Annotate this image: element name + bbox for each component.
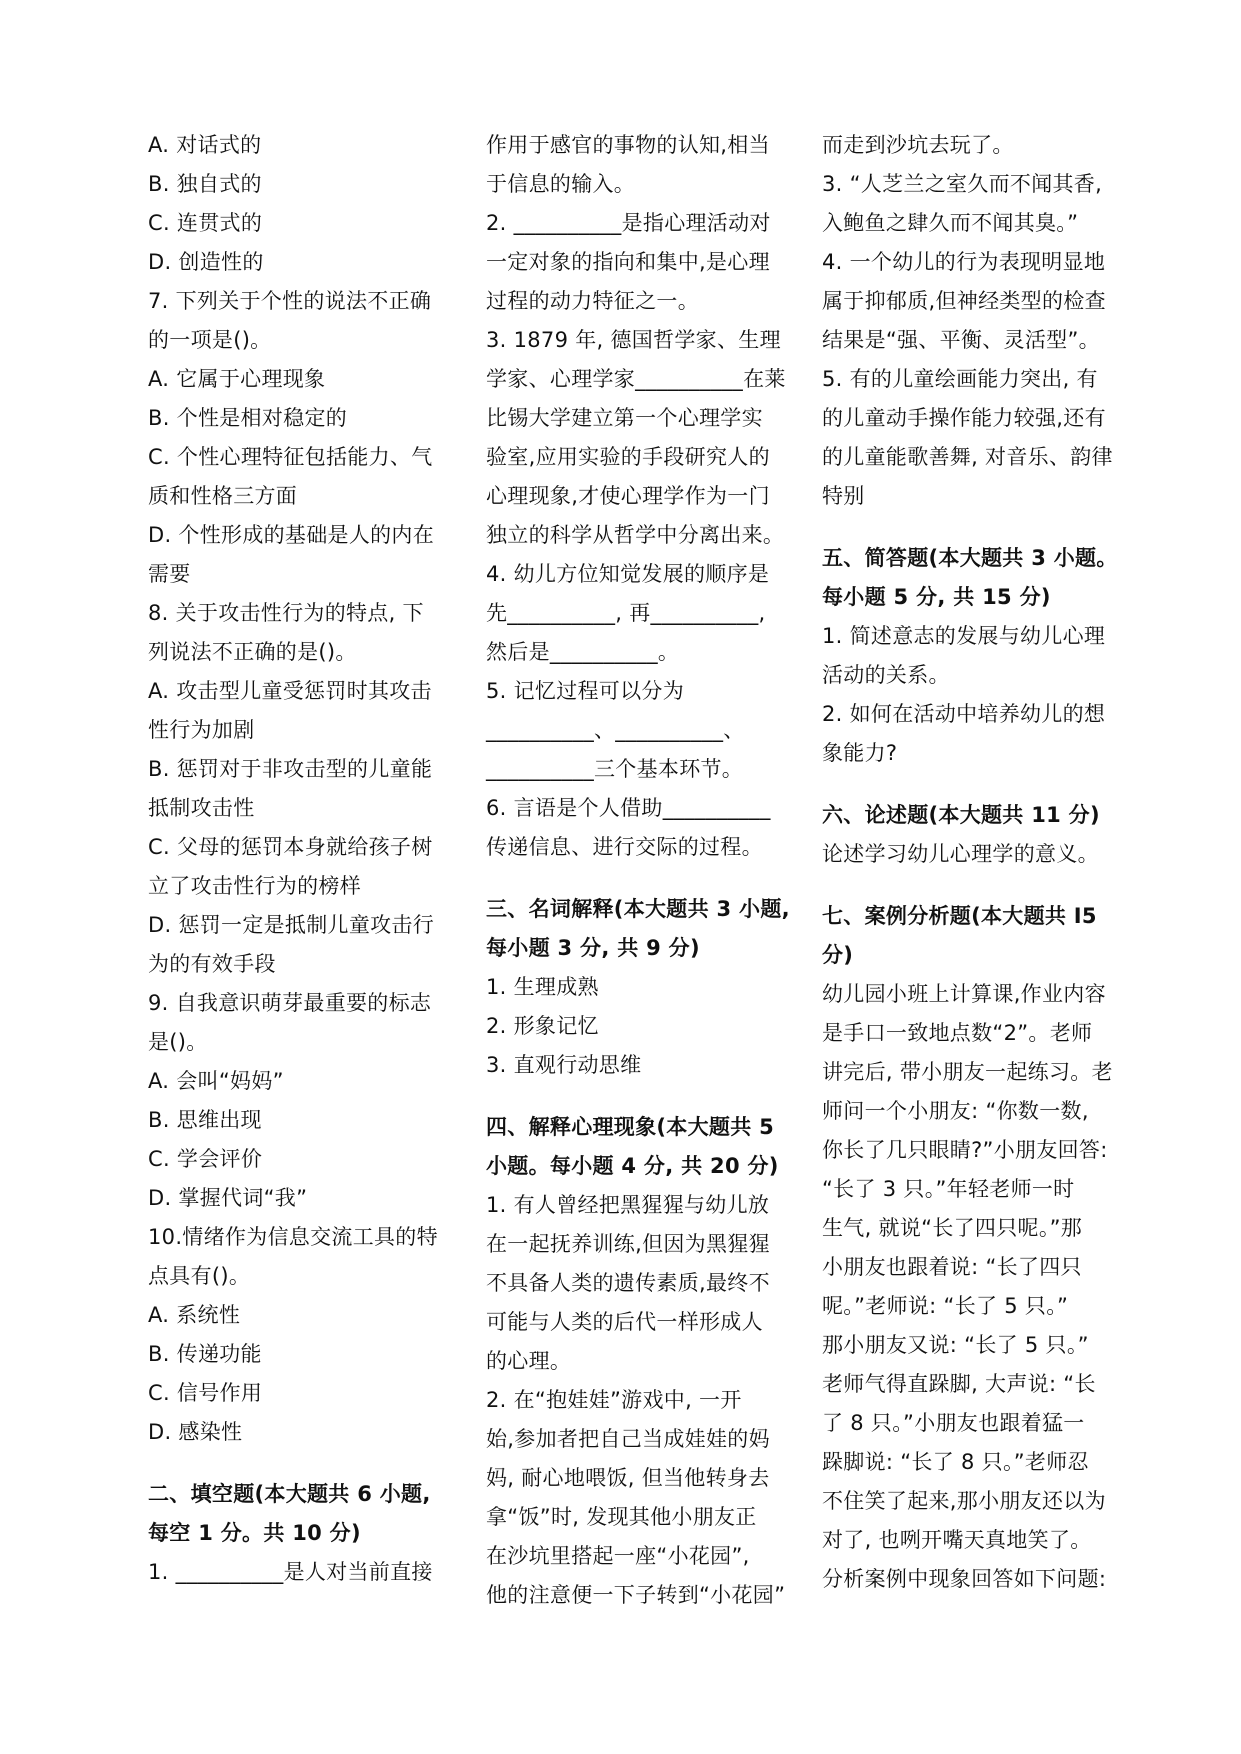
text-line: 的心理。 [486,1349,572,1373]
text-line: B. 思维出现 [148,1108,262,1132]
text-line: C. 学会评价 [148,1147,263,1171]
text-line: 结果是“强、平衡、灵活型”。 [822,328,1100,352]
section-gap [822,516,1124,539]
section-gap [822,773,1124,796]
section-heading-line: 每小题 5 分, 共 15 分) [822,585,1051,609]
text-line: 对了, 也咧开嘴天真地笑了。 [822,1528,1092,1552]
text-line: A. 会叫“妈妈” [148,1069,284,1093]
column-1 [148,126,448,1592]
text-line: 不具备人类的遗传素质,最终不 [486,1271,770,1295]
text-line: 3. 1879 年, 德国哲学家、生理 [486,328,781,352]
text-line: 幼儿园小班上计算课,作业内容 [822,982,1106,1006]
section-heading-line: 分) [822,943,854,967]
section-gap [486,1085,786,1108]
text-line: B. 独自式的 [148,172,262,196]
text-line: 先__________, 再__________, [486,601,766,625]
text-line: D. 惩罚一定是抵制儿童攻击行 [148,913,435,937]
text-line: 质和性格三方面 [148,484,298,508]
text-line: 作用于感官的事物的认知,相当 [486,133,770,157]
text-line: D. 感染性 [148,1420,243,1444]
text-line: 抵制攻击性 [148,796,255,820]
text-line: 小朋友也跟着说: “长了四只 [822,1255,1082,1279]
text-line: “长了 3 只。”年轻老师一时 [822,1177,1075,1201]
text-line: 7. 下列关于个性的说法不正确 [148,289,432,313]
text-line: 论述学习幼儿心理学的意义。 [822,842,1099,866]
section-heading-line: 七、案例分析题(本大题共 I5 [822,904,1097,928]
section-heading-line: 小题。每小题 4 分, 共 20 分) [486,1154,779,1178]
text-line: 2. 在“抱娃娃”游戏中, 一开 [486,1388,742,1412]
text-line: 是()。 [148,1030,208,1054]
section-heading-line: 五、简答题(本大题共 3 小题。 [822,546,1118,570]
text-line: D. 掌握代词“我” [148,1186,308,1210]
text-line: B. 惩罚对于非攻击型的儿童能 [148,757,433,781]
text-line: 跺脚说: “长了 8 只。”老师忍 [822,1450,1089,1474]
text-line: 的一项是()。 [148,328,272,352]
text-line: 在一起抚养训练,但因为黑猩猩 [486,1232,770,1256]
text-line: 于信息的输入。 [486,172,636,196]
text-line: 10.情绪作为信息交流工具的特 [148,1225,438,1249]
text-line: 2. __________是指心理活动对 [486,211,771,235]
text-line: 3. 直观行动思维 [486,1053,642,1077]
text-line: 一定对象的指向和集中,是心理 [486,250,770,274]
text-line: __________、__________、 [486,718,745,742]
text-line: 5. 记忆过程可以分为 [486,679,685,703]
text-line: 过程的动力特征之一。 [486,289,699,313]
text-line: C. 个性心理特征包括能力、气 [148,445,433,469]
text-line: 为的有效手段 [148,952,276,976]
text-line: C. 信号作用 [148,1381,263,1405]
text-line: 特别 [822,484,865,508]
text-line: A. 攻击型儿童受惩罚时其攻击 [148,679,432,703]
text-line: 属于抑郁质,但神经类型的检查 [822,289,1106,313]
text-line: B. 传递功能 [148,1342,262,1366]
section-gap [486,867,786,890]
text-line: 入鲍鱼之肆久而不闻其臭。” [822,211,1079,235]
text-line: 的儿童动手操作能力较强,还有 [822,406,1106,430]
text-line: 验室,应用实验的手段研究人的 [486,445,770,469]
text-line: 比锡大学建立第一个心理学实 [486,406,763,430]
text-line: 分析案例中现象回答如下问题: [822,1567,1107,1591]
text-line: 8. 关于攻击性行为的特点, 下 [148,601,424,625]
text-line: 象能力? [822,741,898,765]
text-line: 心理现象,才使心理学作为一门 [486,484,770,508]
section-heading-line: 每小题 3 分, 共 9 分) [486,936,700,960]
column-3 [822,126,1124,1599]
text-line: 那小朋友又说: “长了 5 只。” [822,1333,1089,1357]
text-line: 6. 言语是个人借助__________ [486,796,771,820]
text-line: 活动的关系。 [822,663,950,687]
text-line: 性行为加剧 [148,718,255,742]
text-line: 立了攻击性行为的榜样 [148,874,361,898]
text-line: 而走到沙坑去玩了。 [822,133,1014,157]
text-line: 传递信息、进行交际的过程。 [486,835,763,859]
text-line: 3. “人芝兰之室久而不闻其香, [822,172,1103,196]
section-heading-line: 三、名词解释(本大题共 3 小题, [486,897,790,921]
text-line: A. 对话式的 [148,133,262,157]
section-heading-line: 每空 1 分。共 10 分) [148,1521,361,1545]
text-line: 1. 生理成熟 [486,975,599,999]
text-line: 学家、心理学家__________在莱 [486,367,786,391]
section-gap [822,874,1124,897]
text-line: 4. 一个幼儿的行为表现明显地 [822,250,1106,274]
text-line: C. 连贯式的 [148,211,263,235]
text-line: 1. __________是人对当前直接 [148,1560,433,1584]
text-line: 2. 如何在活动中培养幼儿的想 [822,702,1106,726]
text-line: 始,参加者把自己当成娃娃的妈 [486,1427,770,1451]
section-heading-line: 六、论述题(本大题共 11 分) [822,803,1100,827]
section-heading-line: 二、填空题(本大题共 6 小题, [148,1482,431,1506]
text-line: 4. 幼儿方位知觉发展的顺序是 [486,562,770,586]
text-line: 需要 [148,562,191,586]
text-line: 他的注意便一下子转到“小花园” [486,1583,786,1607]
text-line: 呢。”老师说: “长了 5 只。” [822,1294,1069,1318]
text-line: 在沙坑里搭起一座“小花园”, [486,1544,750,1568]
text-line: 了 8 只。”小朋友也跟着猛一 [822,1411,1085,1435]
text-line: 可能与人类的后代一样形成人 [486,1310,763,1334]
text-line: 1. 简述意志的发展与幼儿心理 [822,624,1106,648]
text-line: 不住笑了起来,那小朋友还以为 [822,1489,1106,1513]
text-line: A. 系统性 [148,1303,241,1327]
text-line: 拿“饭”时, 发现其他小朋友正 [486,1505,757,1529]
text-line: 9. 自我意识萌芽最重要的标志 [148,991,432,1015]
text-line: 生气, 就说“长了四只呢。”那 [822,1216,1083,1240]
section-gap [148,1452,448,1475]
text-line: 点具有()。 [148,1264,251,1288]
text-line: 5. 有的儿童绘画能力突出, 有 [822,367,1098,391]
text-line: 讲完后, 带小朋友一起练习。老 [822,1060,1113,1084]
text-line: 独立的科学从哲学中分离出来。 [486,523,785,547]
text-line: A. 它属于心理现象 [148,367,326,391]
text-line: 妈, 耐心地喂饭, 但当他转身去 [486,1466,770,1490]
text-line: 然后是__________。 [486,640,680,664]
text-line: 2. 形象记忆 [486,1014,599,1038]
text-line: 列说法不正确的是()。 [148,640,357,664]
text-line: C. 父母的惩罚本身就给孩子树 [148,835,433,859]
text-line: 老师气得直跺脚, 大声说: “长 [822,1372,1096,1396]
section-heading-line: 四、解释心理现象(本大题共 5 [486,1115,775,1139]
text-line: 是手口一致地点数“2”。老师 [822,1021,1093,1045]
text-line: D. 创造性的 [148,250,264,274]
text-line: 1. 有人曾经把黑猩猩与幼儿放 [486,1193,770,1217]
text-line: D. 个性形成的基础是人的内在 [148,523,435,547]
column-2 [486,126,790,1615]
text-line: 你长了几只眼睛?”小朋友回答: [822,1138,1108,1162]
text-line: 的儿童能歌善舞, 对音乐、韵律 [822,445,1113,469]
text-line: B. 个性是相对稳定的 [148,406,348,430]
text-line: __________三个基本环节。 [486,757,744,781]
text-line: 师问一个小朋友: “你数一数, [822,1099,1089,1123]
